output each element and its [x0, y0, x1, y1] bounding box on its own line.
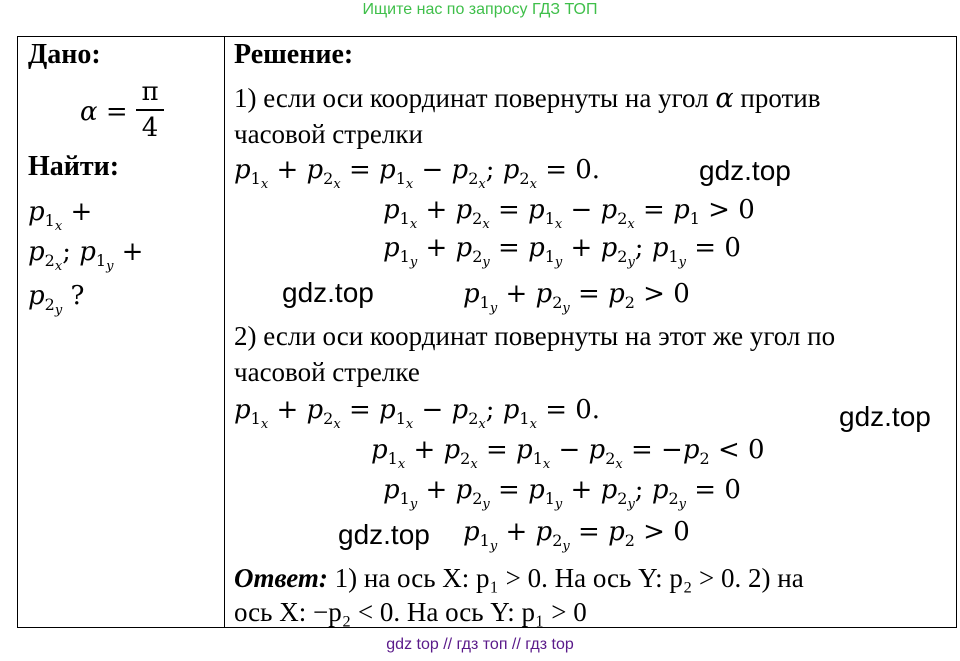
watermark-3: gdz.top — [839, 401, 931, 432]
fraction-numerator: π — [141, 77, 159, 107]
find-line-1: $p_{1_x}$ + — [28, 197, 93, 234]
case2-text-line2: часовой стрелке — [234, 357, 420, 387]
case1-eq4: $p_{1_y} + p_{2_y} = p_2 > 0$ — [463, 279, 690, 316]
case2-eq1: $p_{1_x} + p_{2_x} = p_{1_x} - p_{2_x}$; $p_{1_x} = 0$. — [234, 395, 601, 432]
top-banner: Ищите нас по запросу ГДЗ ТОП — [362, 1, 598, 18]
case1-eq3: $p_{1_y} + p_{2_y} = p_{1_y} + p_{2_y}$; $p_{1_y} = 0$ — [383, 233, 741, 270]
fraction-bar — [136, 109, 164, 111]
answer-line2: ось X: −p₂ < 0. На ось Y: p₁ > 0 — [234, 597, 587, 627]
case1-text-line1: 1) если оси координат повернуты на угол α против — [234, 83, 821, 114]
case1-eq2: $p_{1_x} + p_{2_x} = p_{1_x} - p_{2_x} = p_1 > 0$ — [383, 195, 755, 232]
case2-eq3: $p_{1_y} + p_{2_y} = p_{1_y} + p_{2_y}$; $p_{2_y} = 0$ — [383, 475, 741, 512]
case1-text-line2: часовой стрелки — [234, 119, 423, 149]
answer-label: Ответ: — [234, 563, 328, 593]
case2-eq4: $p_{1_y} + p_{2_y} = p_2 > 0$ — [463, 517, 690, 554]
fraction-denominator: 4 — [141, 113, 159, 143]
given-heading: Дано: — [28, 39, 101, 70]
case1-eq1: $p_{1_x} + p_{2_x} = p_{1_x} - p_{2_x}$; $p_{2_x} = 0$. — [234, 155, 601, 192]
solution-table — [17, 36, 957, 628]
find-heading: Найти: — [28, 151, 120, 182]
solution-heading: Решение: — [234, 39, 354, 70]
find-line-3: $p_{2_y}$ ? — [28, 281, 85, 318]
watermark-1: gdz.top — [699, 155, 791, 186]
solution-column — [225, 37, 956, 627]
watermark-2: gdz.top — [282, 277, 374, 308]
case2-eq2: $p_{1_x} + p_{2_x} = p_{1_x} - p_{2_x} = -p_2 < 0$ — [371, 435, 765, 472]
alpha-fraction — [136, 77, 164, 143]
case2-text-line1: 2) если оси координат повернуты на этот же угол по — [234, 321, 836, 351]
given-column — [18, 37, 224, 627]
watermark-4: gdz.top — [338, 519, 430, 550]
alpha-label: α = — [80, 97, 128, 127]
answer-line1: Ответ: 1) на ось X: p₁ > 0. На ось Y: p₂ > 0. 2) на — [234, 563, 804, 593]
bottom-banner: gdz top // гдз топ // гдз top — [386, 636, 574, 653]
find-line-2: $p_{2_x}$; $p_{1_y}$ + — [28, 237, 144, 274]
